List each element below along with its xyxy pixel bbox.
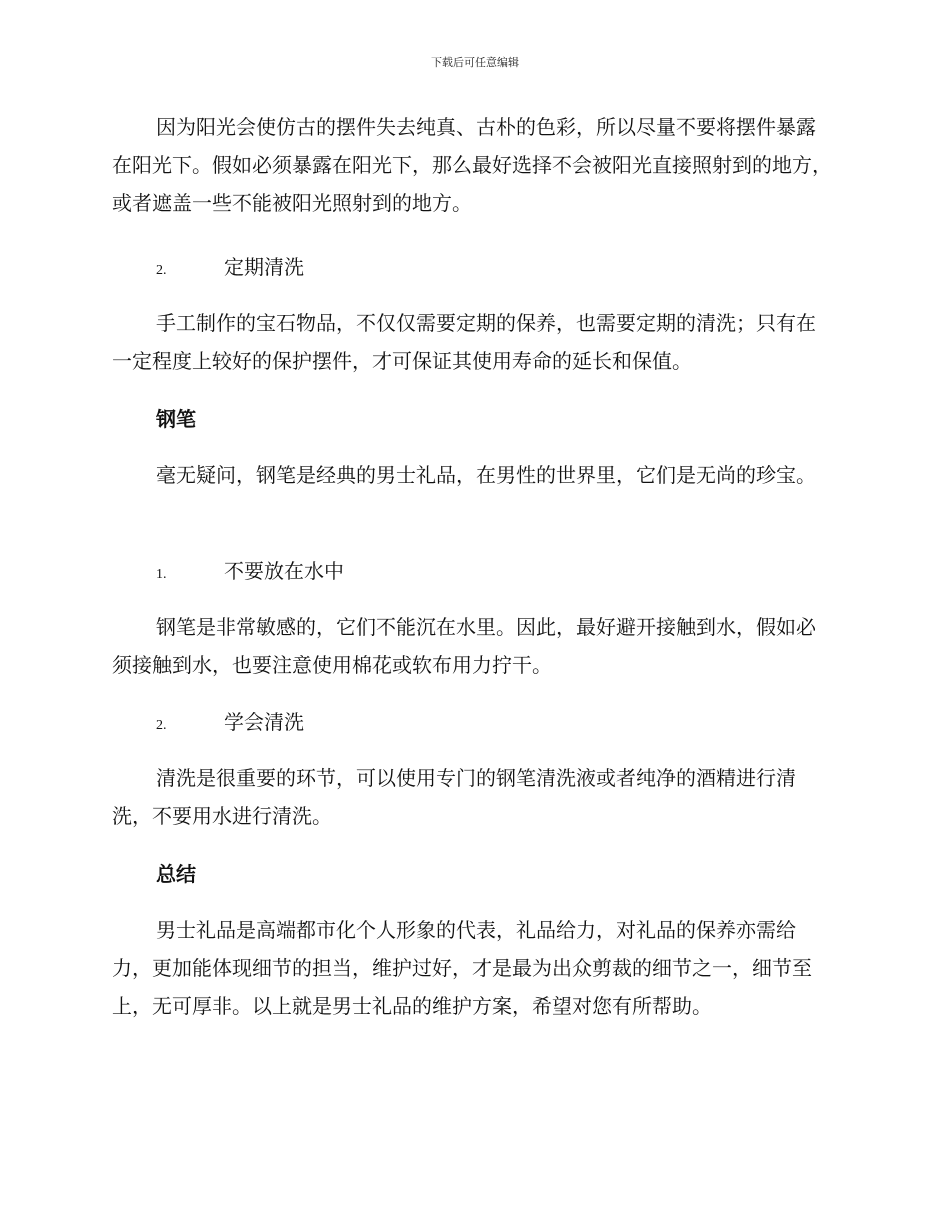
paragraph-gem-cleaning: 手工制作的宝石物品，不仅仅需要定期的保养，也需要定期的清洗；只有在一定程度上较好的保护摆件，才可保证其使用寿命的延长和保值。 (112, 311, 816, 373)
list-text: 学会清洗 (224, 710, 304, 734)
list-text: 不要放在水中 (224, 559, 344, 583)
list-item-learn-cleaning (156, 703, 876, 745)
page-header: 下载后可任意编辑 (431, 56, 519, 69)
section-heading-pen: 钢笔 (156, 407, 196, 431)
list-number: 2. (156, 263, 167, 278)
section-heading-summary: 总结 (156, 862, 196, 886)
paragraph-pen-intro: 毫无疑问，钢笔是经典的男士礼品，在男性的世界里，它们是无尚的珍宝。 (156, 463, 816, 487)
list-number: 1. (156, 567, 167, 582)
list-number: 2. (156, 718, 167, 733)
paragraph-summary: 男士礼品是高端都市化个人形象的代表，礼品给力，对礼品的保养亦需给力，更加能体现细节的担当，维护过好，才是最为出众剪裁的细节之一，细节至上，无可厚非。以上就是男士礼品的维护方案，希望对您有所帮助。 (112, 918, 812, 1018)
list-text: 定期清洗 (224, 255, 304, 279)
paragraph-pen-cleaning: 清洗是很重要的环节，可以使用专门的钢笔清洗液或者纯净的酒精进行清洗，不要用水进行清洗。 (112, 766, 796, 828)
paragraph-sunlight: 因为阳光会使仿古的摆件失去纯真、古朴的色彩，所以尽量不要将摆件暴露在阳光下。假如必须暴露在阳光下，那么最好选择不会被阳光直接照射到的地方，或者遮盖一些不能被阳光照射到的地方。 (112, 115, 832, 215)
paragraph-pen-water: 钢笔是非常敏感的，它们不能沉在水里。因此，最好避开接触到水，假如必须接触到水，也要注意使用棉花或软布用力拧干。 (112, 615, 816, 677)
list-item-no-water (156, 552, 876, 594)
list-item-regular-cleaning (156, 248, 876, 290)
